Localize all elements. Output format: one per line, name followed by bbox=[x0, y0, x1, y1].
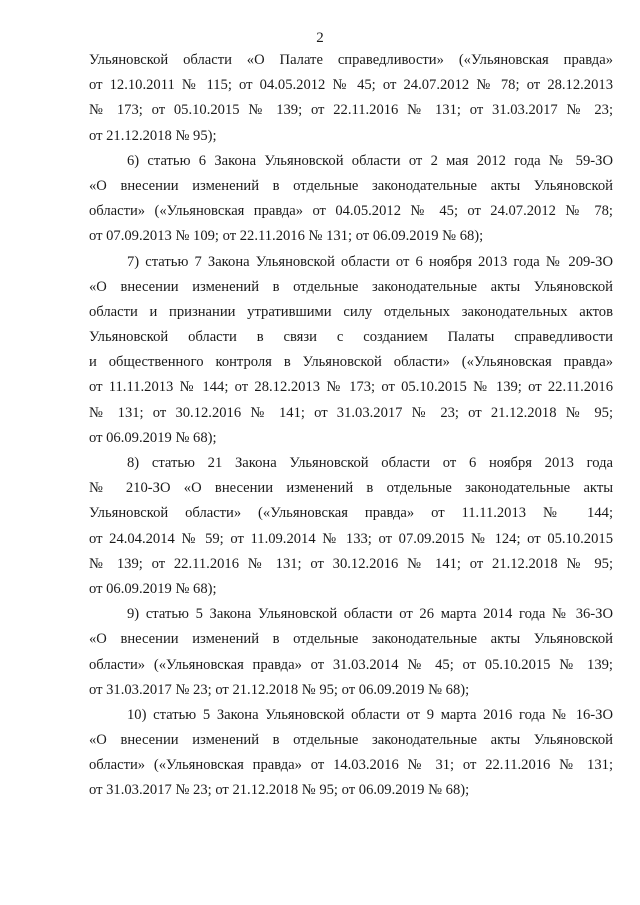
text-line: Ульяновской области» («Ульяновская правда» от 11.11.2013 № 144; bbox=[89, 505, 613, 522]
text-line: Ульяновской области в связи с созданием Палаты справедливости bbox=[89, 329, 613, 346]
text-line: от 06.09.2019 № 68); bbox=[89, 429, 217, 446]
text-line: от 31.03.2017 № 23; от 21.12.2018 № 95; от 06.09.2019 № 68); bbox=[89, 782, 470, 799]
text-line: от 11.11.2013 № 144; от 28.12.2013 № 173; от 05.10.2015 № 139; от 22.11.2016 bbox=[89, 379, 613, 396]
text-line: 8) статью 21 Закона Ульяновской области от 6 ноября 2013 года bbox=[127, 455, 613, 471]
text-line: от 31.03.2017 № 23; от 21.12.2018 № 95; от 06.09.2019 № 68); bbox=[89, 681, 470, 698]
text-line: № 139; от 22.11.2016 № 131; от 30.12.2016 № 141; от 21.12.2018 № 95; bbox=[89, 555, 613, 572]
text-line: и общественного контроля в Ульяновской области» («Ульяновская правда» bbox=[89, 354, 613, 371]
text-line: 9) статью 5 Закона Ульяновской области от 26 марта 2014 года № 36-ЗО bbox=[127, 606, 613, 623]
text-line: от 21.12.2018 № 95); bbox=[89, 127, 217, 144]
text-line: области и признании утратившими силу отдельных законодательных актов bbox=[89, 303, 613, 320]
text-line: от 07.09.2013 № 109; от 22.11.2016 № 131; от 06.09.2019 № 68); bbox=[89, 228, 484, 245]
text-line: «О внесении изменений в отдельные законодательные акты Ульяновской bbox=[89, 278, 613, 295]
text-line: 10) статью 5 Закона Ульяновской области от 9 марта 2016 года № 16-ЗО bbox=[127, 706, 613, 723]
text-line: «О внесении изменений в отдельные законодательные акты Ульяновской bbox=[89, 177, 613, 194]
text-line: 7) статью 7 Закона Ульяновской области от 6 ноября 2013 года № 209-ЗО bbox=[127, 253, 613, 270]
text-line: области» («Ульяновская правда» от 14.03.2016 № 31; от 22.11.2016 № 131; bbox=[89, 757, 613, 774]
text-line: № 131; от 30.12.2016 № 141; от 31.03.2017 № 23; от 21.12.2018 № 95; bbox=[89, 404, 613, 421]
text-line: «О внесении изменений в отдельные законодательные акты Ульяновской bbox=[89, 732, 613, 749]
text-line: от 24.04.2014 № 59; от 11.09.2014 № 133; от 07.09.2015 № 124; от 05.10.2015 bbox=[89, 530, 613, 547]
document-body bbox=[89, 48, 613, 804]
text-line: области» («Ульяновская правда» от 04.05.2012 № 45; от 24.07.2012 № 78; bbox=[89, 203, 613, 220]
text-line: Ульяновской области «О Палате справедливости» («Ульяновская правда» bbox=[89, 52, 613, 68]
text-line: 6) статью 6 Закона Ульяновской области от 2 мая 2012 года № 59-ЗО bbox=[127, 152, 613, 169]
text-line: № 173; от 05.10.2015 № 139; от 22.11.2016 № 131; от 31.03.2017 № 23; bbox=[89, 102, 613, 119]
text-line: «О внесении изменений в отдельные законодательные акты Ульяновской bbox=[89, 631, 613, 648]
page-number: 2 bbox=[316, 30, 324, 46]
text-line: от 12.10.2011 № 115; от 04.05.2012 № 45; от 24.07.2012 № 78; от 28.12.2013 bbox=[89, 77, 613, 94]
text-line: от 06.09.2019 № 68); bbox=[89, 580, 217, 597]
text-line: области» («Ульяновская правда» от 31.03.2014 № 45; от 05.10.2015 № 139; bbox=[89, 656, 613, 673]
text-line: № 210-ЗО «О внесении изменений в отдельные законодательные акты bbox=[89, 480, 613, 497]
